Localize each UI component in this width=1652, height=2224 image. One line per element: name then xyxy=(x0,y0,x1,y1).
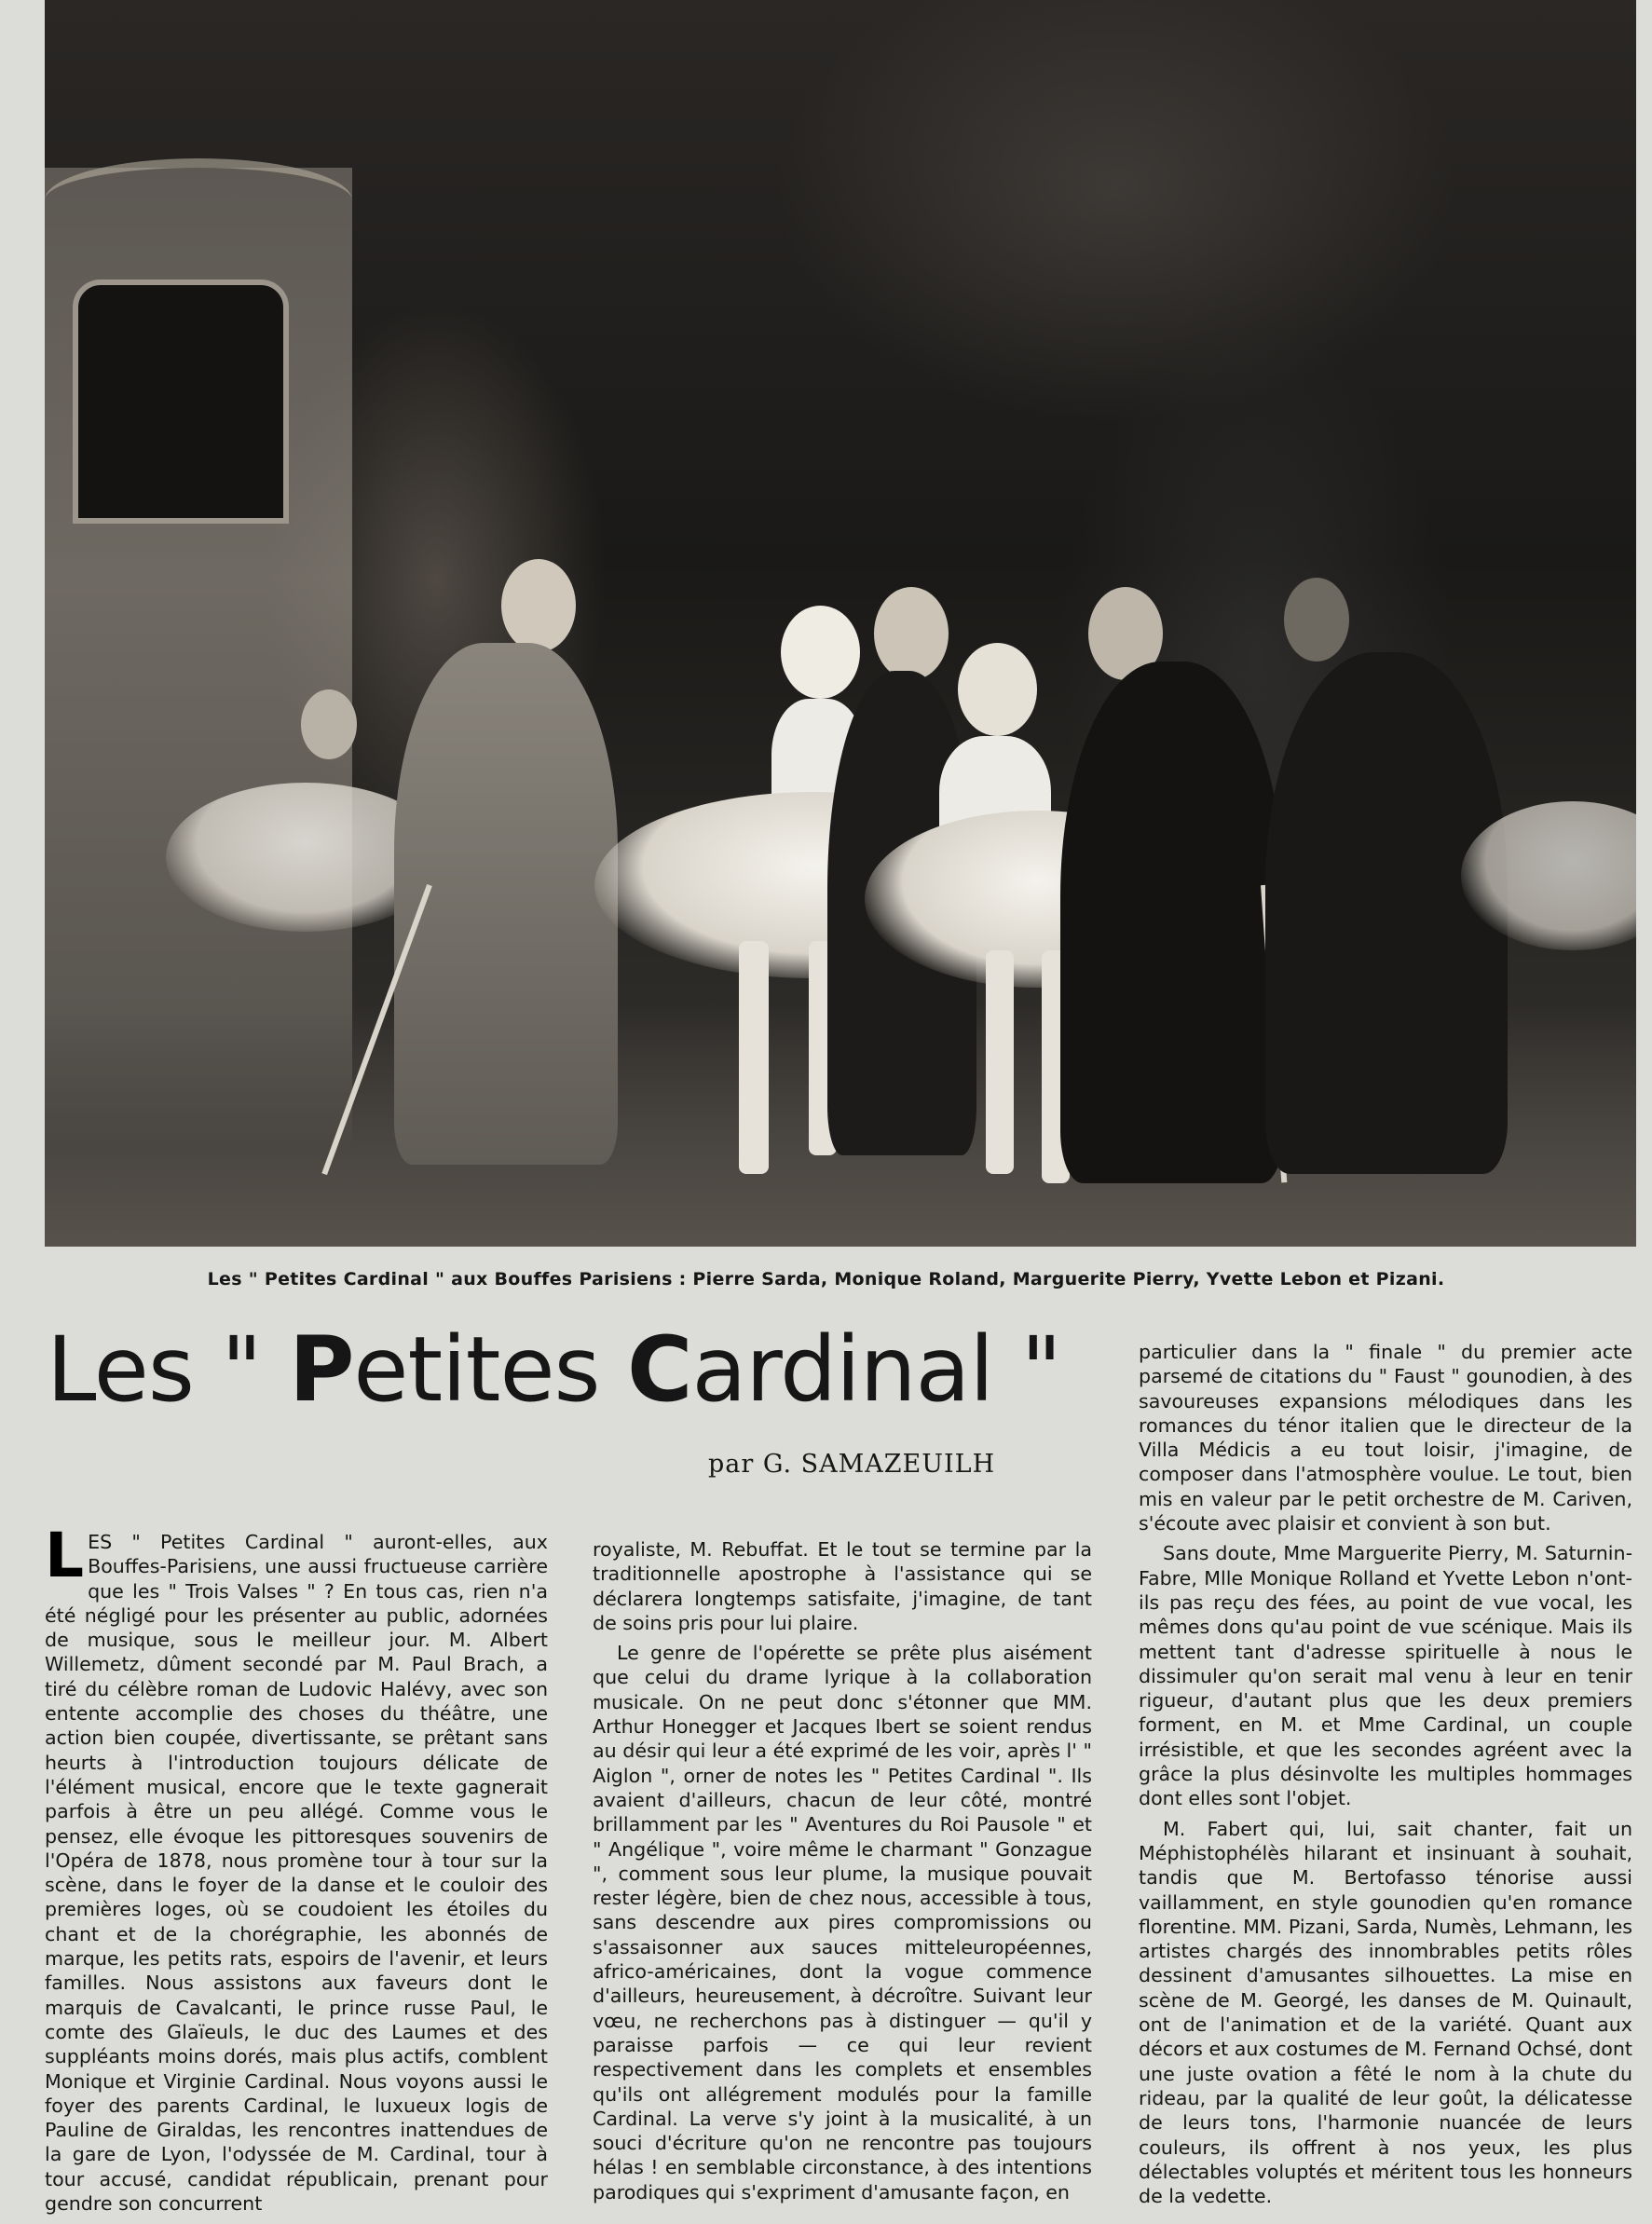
dancer-2-head xyxy=(958,643,1037,736)
man-far-right-coat xyxy=(1265,652,1508,1174)
dancer-left-head xyxy=(301,689,357,759)
title-part-3: etites xyxy=(353,1317,628,1422)
dancer-1-leg-l xyxy=(739,941,769,1174)
drop-cap: L xyxy=(45,1520,85,1591)
paragraph: Le genre de l'opérette se prête plus aisément que celui du drame lyrique à la collaboration musicale. On ne peut donc s'étonner que MM. Arthur Honegger et Jacques Ibert se soient rendus au désir qui leur a été exprimé de les voir, après l' " Aiglon ", orner de notes les " Petites Cardinal ". Ils avaient d'ailleurs, chacun de leur côté, montré brillamment par les " Aventures du Roi Pausole " et " Angélique ", voire même le charmant " Gonzague ", comment sous leur plume, la musique pouvait rester légère, bien de chez nous, accessible à tous, sans descendre aux pires compromissions ou s'assaisonner aux sauces mitteleuropéennes, africo-américaines, dont la vogue commence d'ailleurs, heureusement, à décroître. Suivant leur vœu, ne recherchons pas à distinguer — qu'il y paraisse parfois — ce qui leur revient respectivement dans les complets et ensembles qu'ils ont allégrement modulés pour la famille Cardinal. La verve s'y joint à la musicalité, à un souci d'écriture qu'on ne rencontre pas toujours hélas ! en semblable circonstance, à des intentions parodiques qui s'expriment d'amusante façon, en xyxy=(593,1642,1092,2204)
photo-caption: Les " Petites Cardinal " aux Bouffes Parisiens : Pierre Sarda, Monique Roland, Marguerite Pierry, Yvette Lebon et Pizani. xyxy=(207,1269,1445,1289)
dancer-2-leg-l xyxy=(986,950,1014,1174)
article-column-2 xyxy=(593,1537,1092,2204)
article-title xyxy=(47,1317,1090,1422)
article-column-3 xyxy=(1139,1340,1632,2208)
paragraph: M. Fabert qui, lui, sait chanter, fait un Méphistophélès hilarant et insinuant à souhait, tandis que M. Bertofasso ténorise aussi vaillamment, en style gounodien qu'en romance florentine. MM. Pizani, Sarda, Numès, Lehmann, les artistes chargés des innombrables petits rôles dessinent d'amusantes silhouettes. La mise en scène de M. Georgé, les danses de M. Quinault, ont de l'animation et de la variété. Quant aux décors et aux costumes de M. Fernand Ochsé, dont une juste ovation a fêté le nom à la chute du rideau, par la qualité de leur goût, la délicatesse de leurs tons, l'harmonie nuancée de leurs couleurs, ils offrent à nos yeux, les plus délectables voluptés et méritent tous les honneurs de la vedette. xyxy=(1139,1817,1632,2208)
paragraph: royaliste, M. Rebuffat. Et le tout se termine par la traditionnelle apostrophe à l'assistance qui se déclarera longtemps satisfaite, j'imagine, de tant de soins pris pour lui plaire. xyxy=(593,1538,1092,1634)
title-part-4: C xyxy=(627,1317,692,1422)
article-column-1 xyxy=(45,1520,548,2216)
stage-photo xyxy=(45,0,1636,1247)
paragraph: Sans doute, Mme Marguerite Pierry, M. Saturnin-Fabre, Mlle Monique Rolland et Yvette Lebon n'ont-ils pas reçu des fées, au point de vue vocal, les mêmes dons qu'au point de vue scénique. Mais ils mettent tant d'adresse spirituelle à nous le dissimuler qu'on serait mal venu à leur en tenir rigueur, d'autant plus que les deux premiers forment, en M. et Mme Cardinal, un couple irrésistible, et que les secondes agréent avec la grâce la plus désinvolte les multiples hommages dont elles sont l'objet. xyxy=(1139,1542,1632,1810)
paragraph xyxy=(45,1520,548,2216)
backdrop-window xyxy=(73,280,289,524)
title-part-5: ardinal " xyxy=(691,1317,1061,1422)
man-left-head xyxy=(501,559,576,652)
man-right-coat xyxy=(1060,662,1284,1183)
article-byline: par G. SAMAZEUILH xyxy=(708,1450,996,1479)
backdrop-arch xyxy=(45,158,352,242)
man-left-suit xyxy=(394,643,618,1165)
dancer-1-head xyxy=(781,606,860,699)
title-part-2: P xyxy=(289,1317,354,1422)
paragraph: particulier dans la " finale " du premier acte parsemé de citations du " Faust " gounodien, à des savoureuses expansions mélodiques dans les romances du ténor italien que le directeur de la Villa Médicis a eu tout loisir, j'imagine, de composer dans l'atmosphère voulue. Le tout, bien mis en valeur par le petit orchestre de M. Cariven, s'écoute avec plaisir et convient à son but. xyxy=(1139,1341,1632,1535)
paragraph-text: ES " Petites Cardinal " auront-elles, aux Bouffes-Parisiens, une aussi fructueuse carrière que les " Trois Valses " ? En tous cas, rien n'a été négligé pour les présenter au public, adornées de musique, sous le meilleur jour. M. Albert Willemetz, dûment secondé par M. Paul Brach, a tiré du célèbre roman de Ludovic Halévy, avec son entente accomplie des choses du théâtre, une action bien coupée, divertissante, se prêtant sans heurts à l'introduction toujours délicate de l'élément musical, encore que le texte gagnerait parfois à être un peu allégé. Comme vous le pensez, elle évoque les pittoresques souvenirs de l'Opéra de 1878, nous promène tour à tour sur la scène, dans le foyer de la danse et le couloir des premières loges, où se coudoient les étoiles du chant et de la chorégraphie, les abonnés de marque, les petits rats, espoirs de l'avenir, et leurs familles. Nous assistons aux faveurs dont le marquis de Cavalcanti, le prince russe Paul, le comte des Glaïeuls, le duc des Laumes et des suppléants moins dorés, mais plus actifs, comblent Monique et Virginie Cardinal. Nous voyons aussi le foyer des parents Cardinal, le luxueux logis de Pauline de Giraldas, les rencontres inattendues de la gare de Lyon, l'odyssée de M. Cardinal, tour à tour accusé, candidat républicain, prenant pour gendre son concurrent xyxy=(45,1531,548,2216)
man-far-right-head xyxy=(1284,578,1349,662)
woman-center-head xyxy=(874,587,949,680)
title-part-1: Les " xyxy=(47,1317,290,1422)
